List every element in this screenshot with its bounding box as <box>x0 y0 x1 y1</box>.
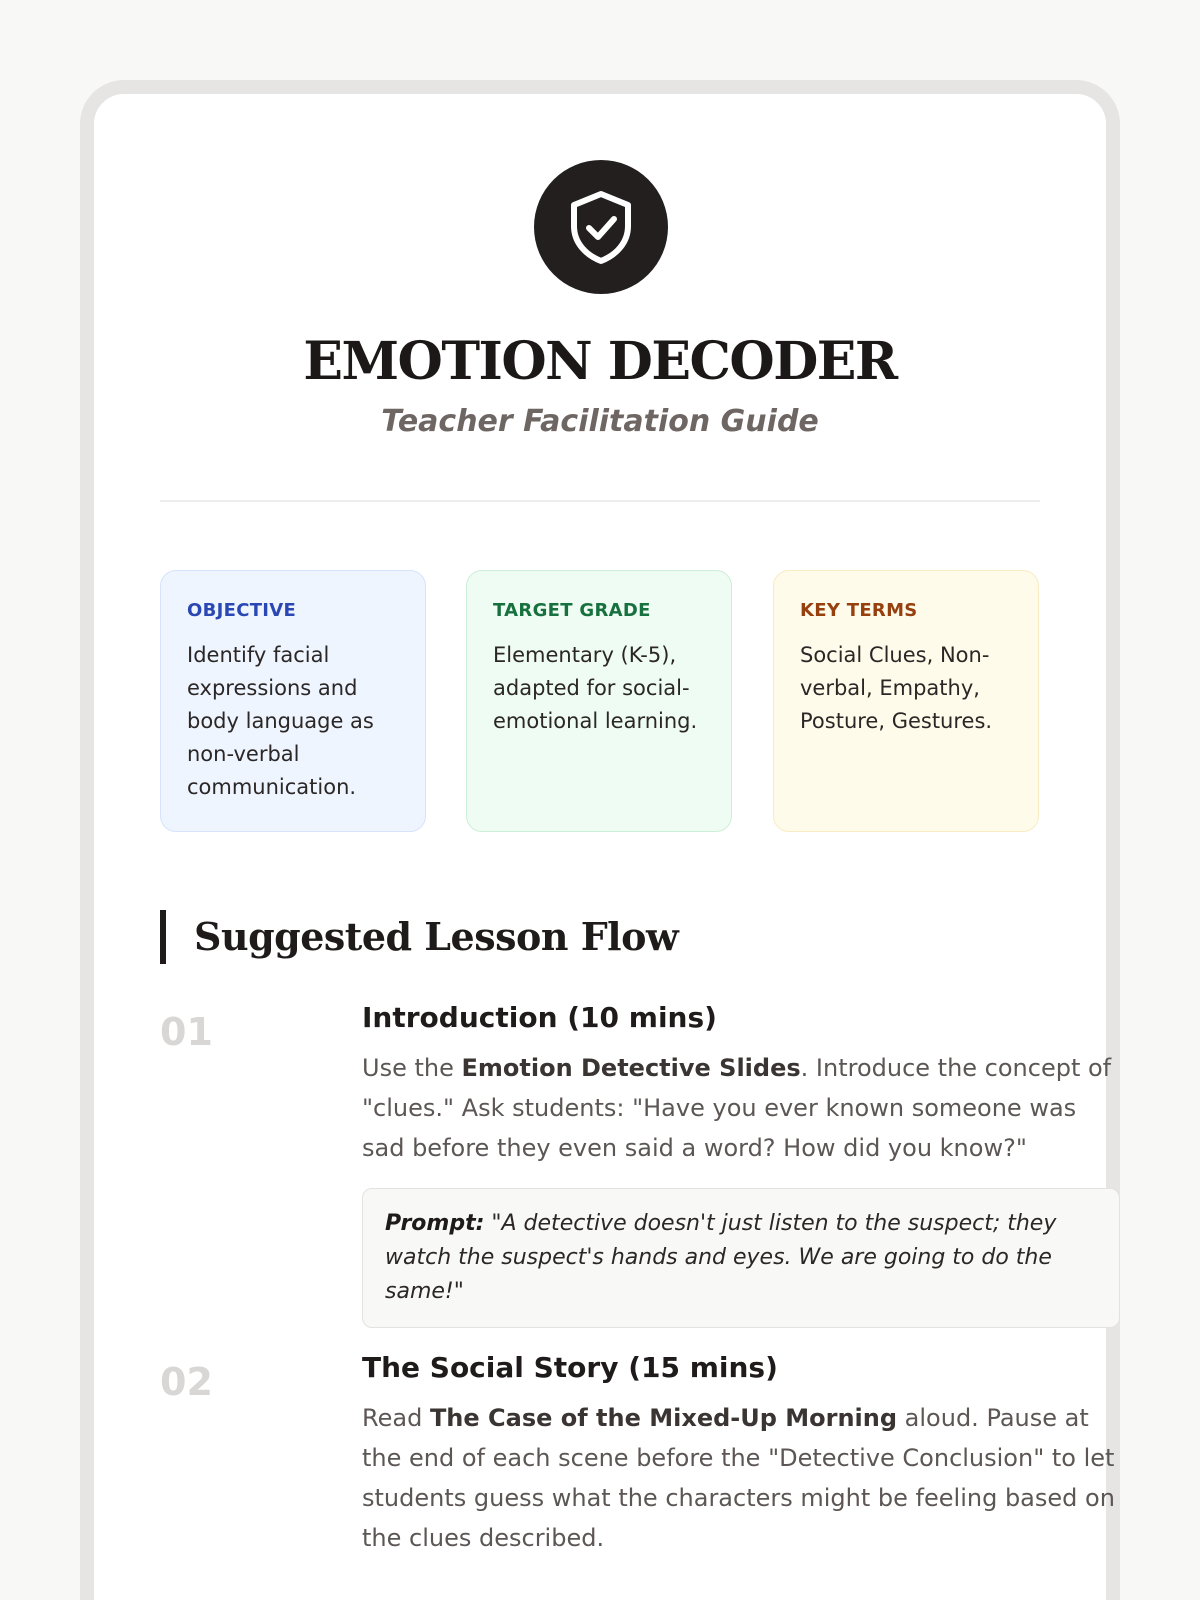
header-divider <box>160 500 1040 502</box>
step-description: Use the Emotion Detective Slides. Introduce the concept of "clues." Ask students: "Have you ever known someone was sad before they even said a word? How did you know?" <box>362 1054 1112 1162</box>
page-title: EMOTION DECODER <box>303 331 897 392</box>
lesson-step-social-story <box>362 1350 1120 1558</box>
objective-label: OBJECTIVE <box>187 600 297 621</box>
objective-text: Identify facial expressions and body language as non-verbal communication. <box>187 643 374 799</box>
guide-card <box>80 80 1120 1600</box>
objective-box <box>160 570 426 832</box>
prompt-label: Prompt: <box>385 1211 485 1236</box>
slides-reference: Emotion Detective Slides <box>461 1054 801 1082</box>
target-grade-box <box>466 570 732 832</box>
lesson-flow-heading: Suggested Lesson Flow <box>160 910 678 964</box>
step-title: The Social Story (15 mins) <box>362 1351 778 1384</box>
target-grade-label: TARGET GRADE <box>493 600 651 621</box>
prompt-callout <box>362 1188 1120 1328</box>
step-number: 02 <box>160 1360 213 1404</box>
key-terms-label: KEY TERMS <box>800 600 918 621</box>
target-grade-text: Elementary (K-5), adapted for social-emotional learning. <box>493 643 698 733</box>
story-reference: The Case of the Mixed-Up Morning <box>429 1404 898 1432</box>
step-title: Introduction (10 mins) <box>362 1001 717 1034</box>
lesson-step-introduction <box>362 1000 1120 1328</box>
prompt-text: "A detective doesn't just listen to the suspect; they watch the suspect's hands and eyes. We are going to do the same!" <box>385 1211 1057 1304</box>
key-terms-box <box>773 570 1039 832</box>
shield-check-icon <box>534 160 668 294</box>
step-number: 01 <box>160 1010 213 1054</box>
step-description: Read The Case of the Mixed-Up Morning aloud. Pause at the end of each scene before the "Detective Conclusion" to let students guess what the characters might be feeling based on the clues described. <box>362 1404 1115 1552</box>
page-subtitle: Teacher Facilitation Guide <box>381 404 819 439</box>
key-terms-text: Social Clues, Non-verbal, Empathy, Posture, Gestures. <box>800 643 993 733</box>
